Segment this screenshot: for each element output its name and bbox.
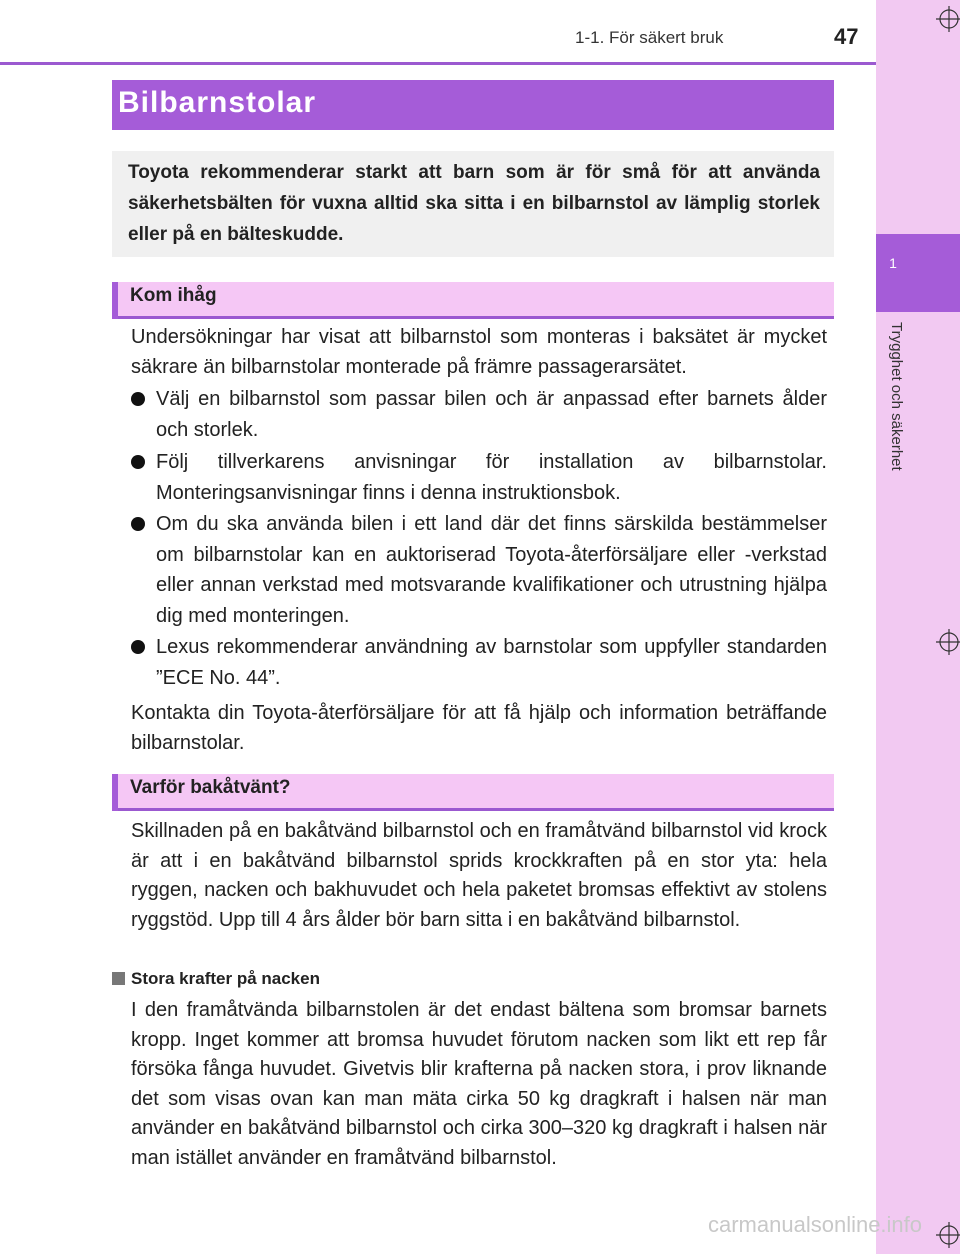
registration-mark-icon: [936, 6, 960, 32]
registration-mark-icon: [936, 629, 960, 655]
bullet-icon: [131, 640, 145, 654]
bullet-text: Följ tillverkarens anvisningar för installation av bilbarnstolar. Monteringsanvisningar finns i denna instruktionsbok.: [156, 451, 827, 504]
chapter-number: 1: [889, 255, 897, 271]
bullet-item: [131, 447, 827, 508]
bullet-text: Om du ska använda bilen i ett land där det finns särskilda bestämmelser om bilbarnstolar kan en auktoriserad Toyota-återförsäljare eller -verkstad eller annan verkstad med motsvarande kvalifikationer och utrustning hjälpa dig med monteringen.: [156, 513, 827, 627]
remember-closing: Kontakta din Toyota-återförsäljare för att få hjälp och information beträffande bilbarnstolar.: [131, 702, 827, 754]
remember-paragraph: Undersökningar har visat att bilbarnstol som monteras i baksätet är mycket säkrare än bilbarnstolar monterade på främre passagerarsätet.: [131, 326, 827, 378]
chapter-tab: [876, 234, 960, 312]
bullet-icon: [131, 392, 145, 406]
bullet-item: [131, 509, 827, 631]
page-number: 47: [834, 24, 859, 49]
section-heading-label: Varför bakåtvänt?: [130, 777, 291, 798]
subsection-heading-text: Stora krafter på nacken: [131, 969, 320, 988]
bullet-item: [131, 632, 827, 693]
section-heading-label: Kom ihåg: [130, 285, 217, 306]
watermark: carmanualsonline.info: [708, 1212, 923, 1237]
header-section-title: 1-1. För säkert bruk: [575, 28, 724, 47]
bullet-icon: [131, 455, 145, 469]
bullet-icon: [131, 517, 145, 531]
registration-mark-icon: [936, 1222, 960, 1248]
subsection-heading: [112, 969, 320, 989]
page-title: Bilbarnstolar: [118, 86, 317, 119]
bullet-text: Välj en bilbarnstol som passar bilen och är anpassad efter barnets ålder och storlek.: [156, 388, 827, 441]
bullet-text: Lexus rekommenderar användning av barnstolar som uppfyller standarden ”ECE No. 44”.: [156, 636, 827, 689]
section-heading-rear-facing: [112, 774, 834, 811]
rear-facing-paragraph: Skillnaden på en bakåtvänd bilbarnstol och en framåtvänd bilbarnstol vid krock är att i en bakåtvänd bilbarnstol sprids krockkraften på en stor yta: hela ryggen, nacken och bakhuvudet och hela paketet bromsas effektivt av stolens ryggstöd. Upp till 4 års ålder bör barn sitta i en bakåtvänd bilbarnstol.: [131, 820, 827, 931]
section-heading-bar: [112, 282, 118, 319]
section-heading-remember: [112, 282, 834, 319]
bullet-item: [131, 384, 827, 445]
section-heading-bar: [112, 774, 118, 811]
square-bullet-icon: [112, 972, 125, 985]
side-strip: [876, 0, 960, 1254]
intro-text: Toyota rekommenderar starkt att barn som är för små för att använda säkerhetsbälten för vuxna alltid ska sitta i en bilbarnstol av lämplig storlek eller på en bälteskudde.: [128, 162, 820, 245]
chapter-title: Trygghet och säkerhet: [888, 322, 905, 471]
header-rule: [0, 62, 876, 65]
subsection-paragraph: I den framåtvända bilbarnstolen är det endast bältena som bromsar barnets kropp. Inget kommer att bromsa huvudet förutom nacken som likt ett rep får försöka fånga huvudet. Givetvis blir krafterna på nacken stora, i prov liknande det som visas ovan kan man mäta cirka 50 kg dragkraft i halsen när man använder en bakåtvänd bilbarnstol och cirka 300–320 kg dragkraft i halsen när man istället använder en framåtvänd bilbarnstol.: [131, 999, 827, 1169]
